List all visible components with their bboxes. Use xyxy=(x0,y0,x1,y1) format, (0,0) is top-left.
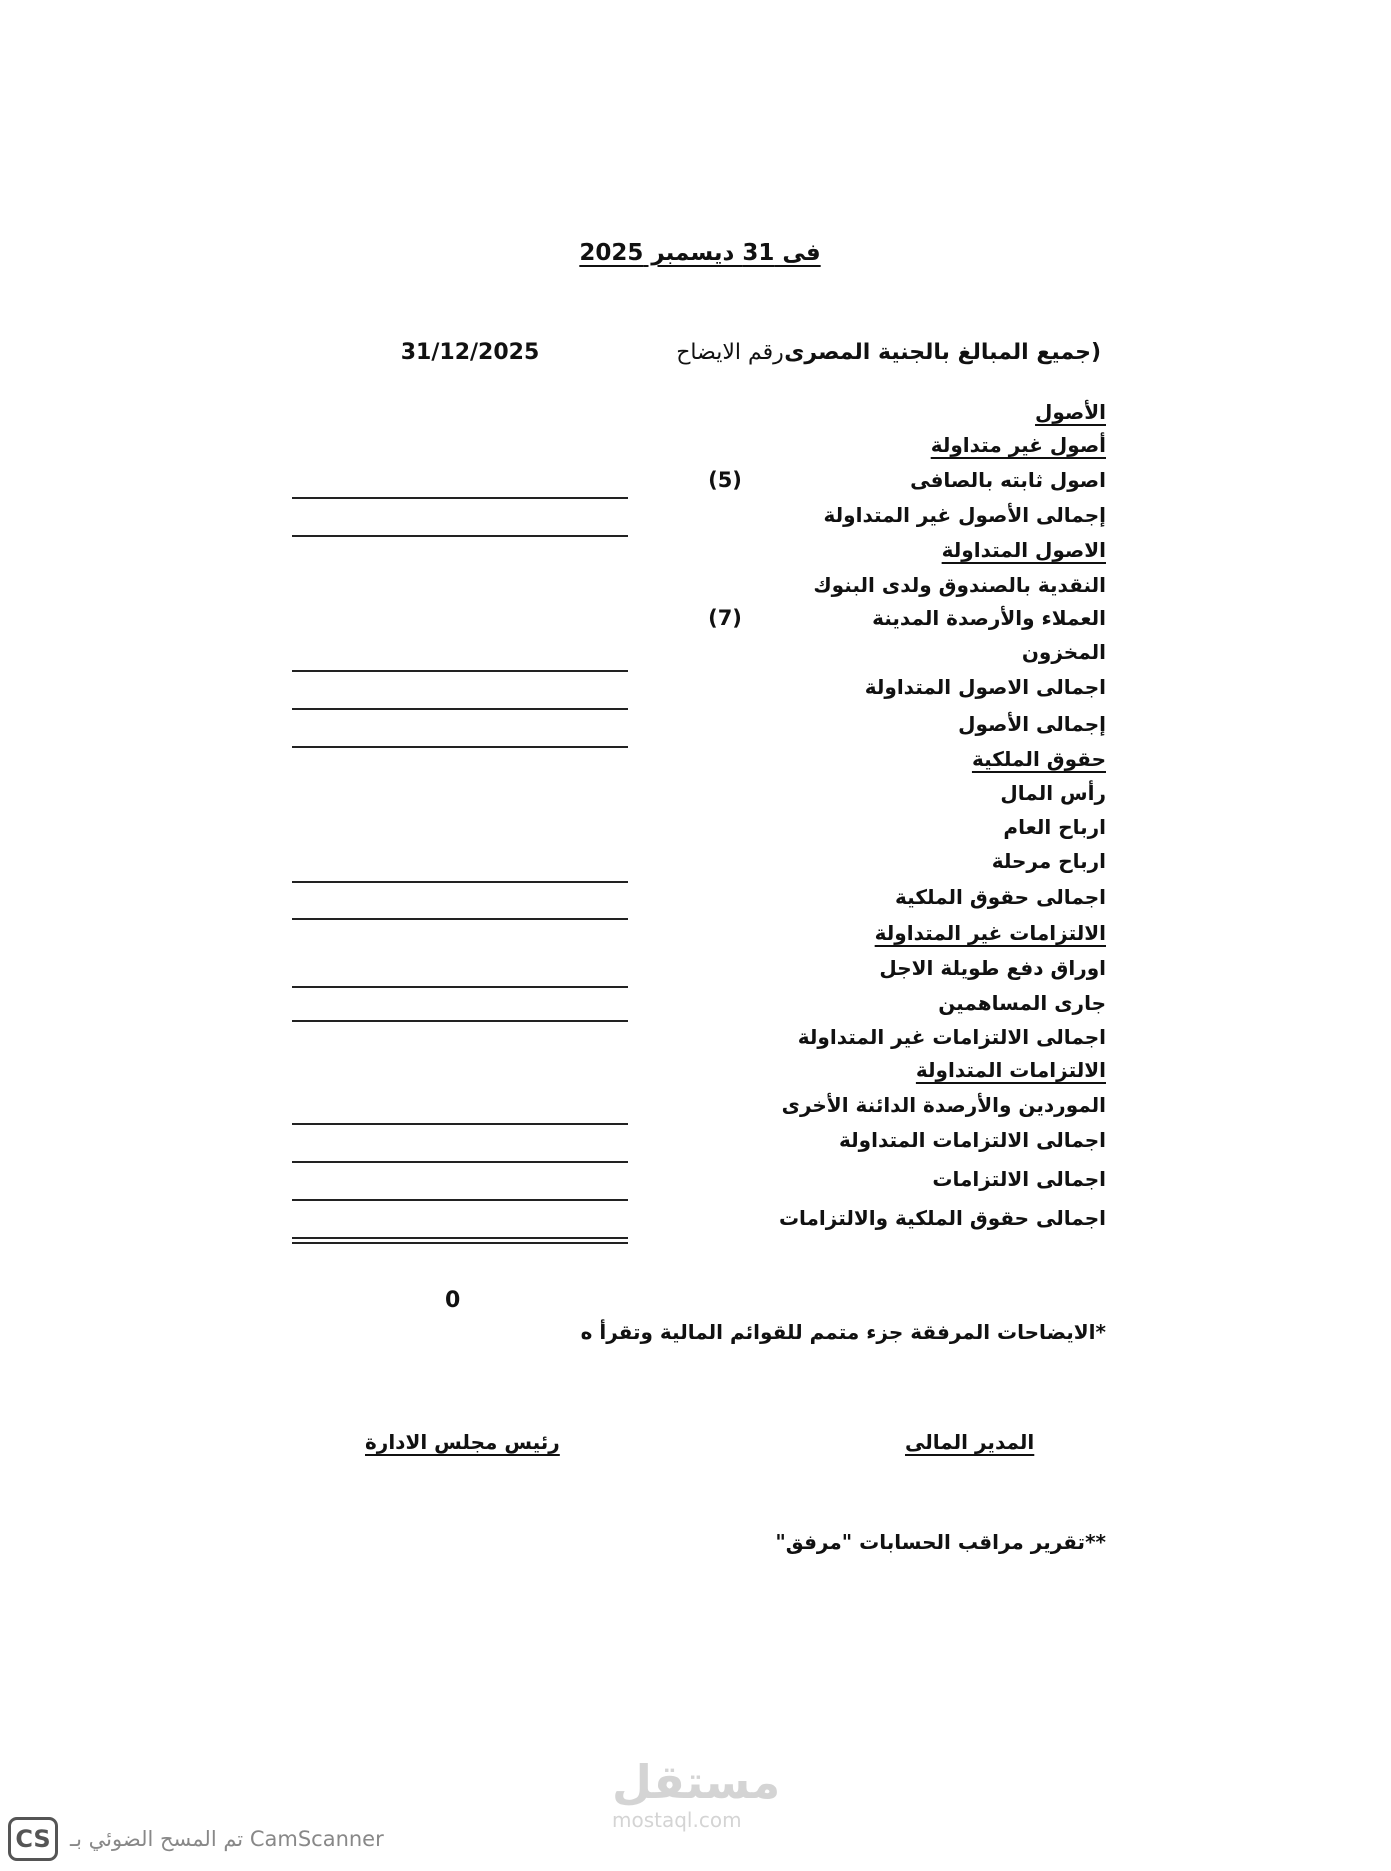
note-ref-receivables: (7) xyxy=(708,606,742,630)
row-total-assets: إجمالى الأصول xyxy=(958,712,1106,736)
currency-note: (جميع المبالغ بالجنية المصرى xyxy=(784,340,1101,365)
row-total-liabilities: اجمالى الالتزامات xyxy=(932,1167,1106,1191)
date-column-header: 31/12/2025 xyxy=(400,340,540,365)
amount-line xyxy=(292,535,628,537)
mostaql-watermark-logo: مستقل xyxy=(612,1755,781,1809)
amount-line xyxy=(292,1020,628,1022)
statement-date-title: فى 31 ديسمبر 2025 xyxy=(579,240,821,266)
row-receivables: العملاء والأرصدة المدينة xyxy=(872,606,1106,630)
row-retained-profit: ارباح مرحلة xyxy=(991,849,1106,873)
amount-line xyxy=(292,918,628,920)
row-fixed-assets: اصول ثابته بالصافى xyxy=(910,468,1106,492)
row-total-current-liabilities: اجمالى الالتزامات المتداولة xyxy=(839,1128,1106,1152)
amount-line xyxy=(292,497,628,499)
amount-line xyxy=(292,986,628,988)
camscanner-credit: تم المسح الضوئي بـ CamScanner xyxy=(70,1827,384,1851)
row-total-non-current-liabilities: اجمالى الالتزامات غير المتداولة xyxy=(797,1025,1106,1049)
row-shareholders-current: جارى المساهمين xyxy=(938,991,1106,1015)
section-equity: حقوق الملكية xyxy=(971,747,1106,771)
row-total-equity: اجمالى حقوق الملكية xyxy=(895,885,1106,909)
row-capital: رأس المال xyxy=(1000,781,1106,805)
subsection-current-assets: الاصول المتداولة xyxy=(941,538,1106,562)
amount-line xyxy=(292,1123,628,1125)
camscanner-logo-icon: CS xyxy=(8,1817,58,1861)
row-long-term-notes: اوراق دفع طويلة الاجل xyxy=(879,956,1106,980)
row-total-current-assets: اجمالى الاصول المتداولة xyxy=(864,675,1106,699)
notes-footnote: *الايضاحات المرفقة جزء متمم للقوائم المالية وتقرأ ه xyxy=(580,1320,1106,1344)
amount-line xyxy=(292,1161,628,1163)
amount-line xyxy=(292,1199,628,1201)
mostaql-watermark-url: mostaql.com xyxy=(612,1808,742,1832)
amount-line xyxy=(292,670,628,672)
auditor-report-note: **تقرير مراقب الحسابات "مرفق" xyxy=(775,1530,1106,1554)
amount-line xyxy=(292,881,628,883)
signature-board-chairman: رئيس مجلس الادارة xyxy=(365,1430,560,1454)
amount-line xyxy=(292,746,628,748)
row-suppliers: الموردين والأرصدة الدائنة الأخرى xyxy=(781,1093,1106,1117)
notes-column-header: رقم الايضاح xyxy=(676,340,784,365)
section-current-liabilities: الالتزامات المتداولة xyxy=(915,1058,1106,1082)
row-inventory: المخزون xyxy=(1021,640,1106,664)
signature-financial-manager: المدير المالى xyxy=(905,1430,1035,1454)
double-total-line xyxy=(292,1237,628,1244)
section-assets: الأصول xyxy=(1035,400,1106,424)
subsection-non-current-assets: أصول غير متداولة xyxy=(930,433,1106,457)
row-total-equity-liabilities: اجمالى حقوق الملكية والالتزامات xyxy=(778,1206,1106,1230)
row-total-non-current-assets: إجمالى الأصول غير المتداولة xyxy=(823,503,1106,527)
section-non-current-liabilities: الالتزامات غير المتداولة xyxy=(874,921,1106,945)
row-cash: النقدية بالصندوق ولدى البنوك xyxy=(813,573,1106,597)
note-ref-fixed-assets: (5) xyxy=(708,468,742,492)
row-year-profit: ارباح العام xyxy=(1003,815,1106,839)
zero-value: 0 xyxy=(445,1288,461,1313)
amount-line xyxy=(292,708,628,710)
